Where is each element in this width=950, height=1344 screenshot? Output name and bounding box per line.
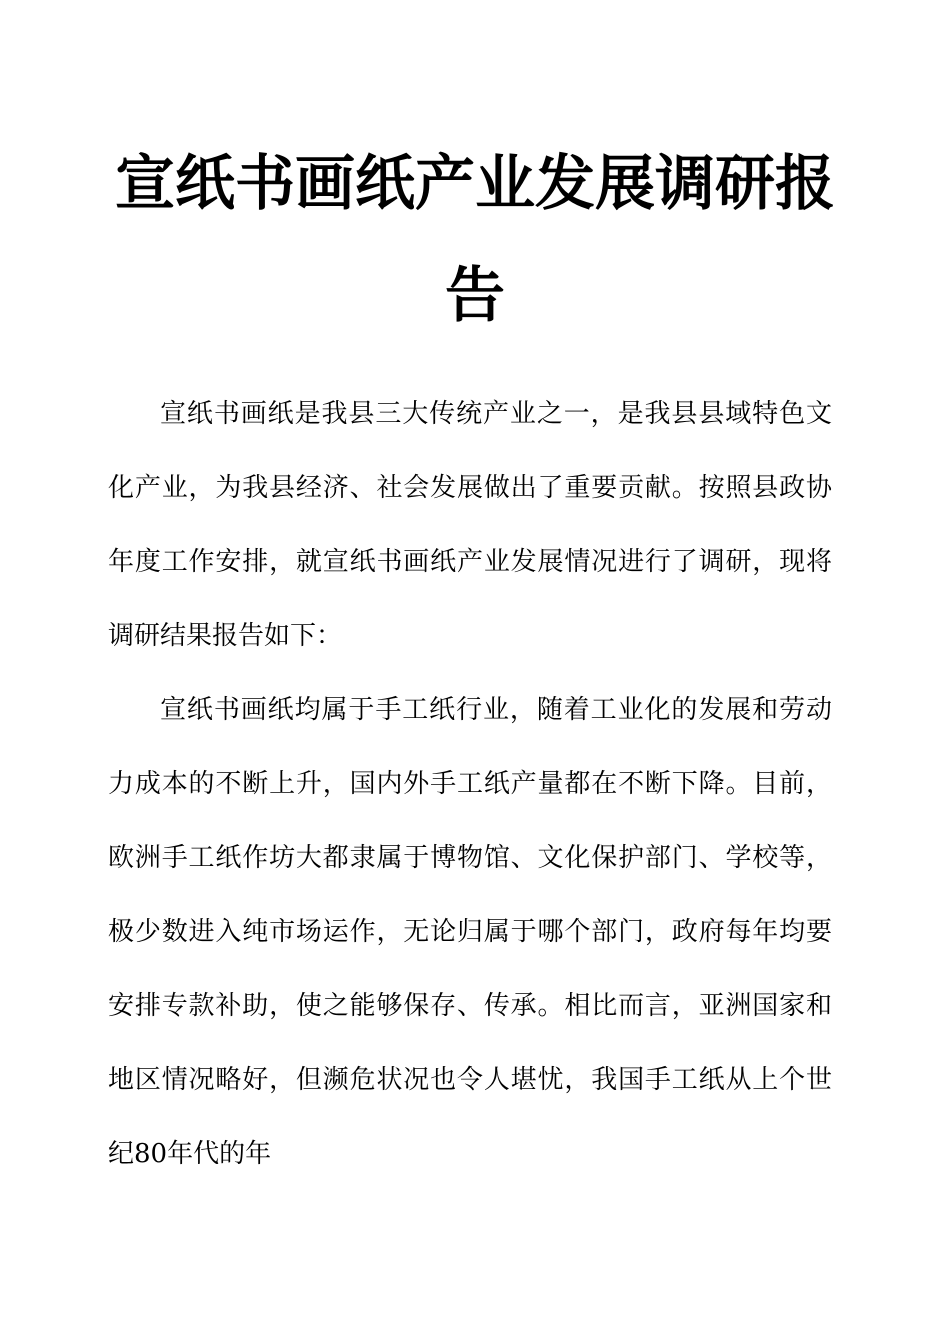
document-title: 宣纸书画纸产业发展调研报告 xyxy=(115,149,835,331)
paragraph: 宣纸书画纸是我县三大传统产业之一，是我县县域特色文化产业，为我县经济、社会发展做出了重要贡献。按照县政协年度工作安排，就宣纸书画纸产业发展情况进行了调研，现将调研结果报告如下： xyxy=(108,399,832,651)
document-body xyxy=(108,377,832,1191)
paragraph: 宣纸书画纸均属于手工纸行业，随着工业化的发展和劳动力成本的不断上升，国内外手工纸产量都在不断下降。目前，欧洲手工纸作坊大都隶属于博物馆、文化保护部门、学校等，极少数进入纯市场运作，无论归属于哪个部门，政府每年均要安排专款补助，使之能够保存、传承。相比而言，亚洲国家和地区情况略好，但濒危状况也令人堪忧，我国手工纸从上个世纪80年代的年 xyxy=(108,695,832,1169)
